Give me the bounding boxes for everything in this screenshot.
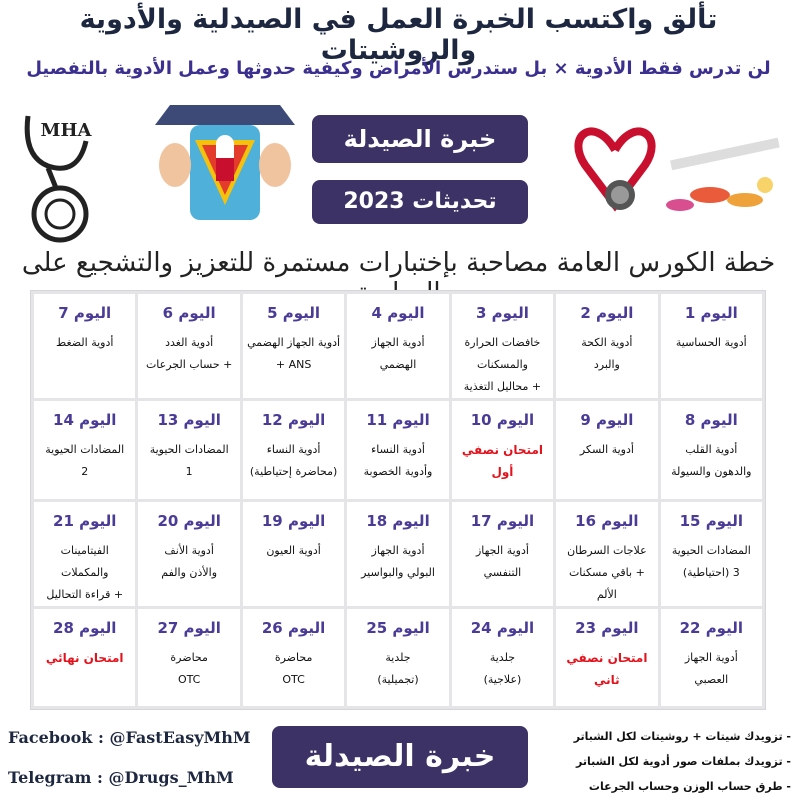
schedule-cell [243, 294, 344, 398]
topic-label: أدوية السكر [579, 443, 634, 456]
schedule-cell [34, 401, 135, 499]
day-label: اليوم 16 [575, 511, 639, 530]
topic-label: أدوية القلب والدهون والسيولة [671, 443, 752, 478]
day-label: اليوم 22 [679, 618, 743, 637]
feature-item: - تزويدك شيتات + روشيتات لكل الشباتر [573, 730, 791, 743]
day-label: اليوم 27 [157, 618, 221, 637]
schedule-cell [138, 401, 239, 499]
day-label: اليوم 3 [475, 304, 529, 322]
schedule-cell [661, 401, 762, 499]
topic-label: المضادات الحيوية 2 [45, 443, 125, 478]
day-label: اليوم 17 [470, 511, 535, 530]
schedule-cell [347, 401, 448, 499]
schedule-cell [556, 502, 657, 606]
day-label: اليوم 5 [267, 304, 321, 322]
heart-stethoscope-icon [560, 95, 790, 225]
schedule-cell [34, 609, 135, 707]
schedule-cell [347, 294, 448, 398]
schedule-grid [30, 290, 766, 710]
schedule-cell [661, 294, 762, 398]
page-subtitle: لن تدرس فقط الأدوية × بل ستدرس الأمراض وكيفية حدوثها وعمل الأدوية بالتفصيل [26, 58, 771, 79]
topic-label: جلدية (علاجية) [483, 650, 522, 686]
topic-label: الفيتامينات والمكملات + قراءة التحاليل [46, 543, 124, 601]
day-label: اليوم 10 [470, 411, 535, 429]
day-label: اليوم 19 [261, 511, 326, 530]
day-label: اليوم 4 [371, 304, 425, 322]
topic-label: أدوية الكحة والبرد [581, 336, 633, 371]
course-plan-title: خطة الكورس العامة مصاحبة بإختبارات مستمرة للتعزيز والتشجيع على [21, 248, 776, 278]
schedule-cell [661, 609, 762, 707]
schedule-cell [452, 294, 553, 398]
day-label: اليوم 1 [684, 304, 738, 322]
schedule-cell [452, 502, 553, 606]
exam-label: امتحان نصفي ثاني [566, 650, 648, 687]
topic-label: أدوية الحساسية [675, 336, 747, 349]
superhero-pill-icon [150, 95, 300, 230]
topic-label: محاضرة OTC [170, 650, 208, 686]
schedule-cell [452, 401, 553, 499]
day-label: اليوم 6 [162, 304, 216, 322]
feature-item: - طرق حساب الوزن وحساب الجرعات [588, 780, 791, 793]
schedule-cell [34, 294, 135, 398]
day-label: اليوم 8 [684, 411, 738, 429]
topic-label: أدوية العيون [266, 543, 321, 557]
brand-badge: خبرة الصيدلة [312, 115, 528, 163]
day-label: اليوم 11 [366, 411, 430, 429]
schedule-cell [452, 609, 553, 707]
schedule-cell [556, 294, 657, 398]
schedule-cell [243, 401, 344, 499]
day-label: اليوم 24 [470, 618, 535, 637]
schedule-cell [34, 502, 135, 606]
topic-label: علاجات السرطان + باقي مسكنات الألم [567, 543, 647, 601]
topic-label: أدوية الجهاز الهضمي ANS + [247, 336, 341, 371]
exam-label: امتحان نصفي أول [461, 443, 543, 479]
feature-item: - تزويدك بملفات صور أدوية لكل الشباتر [576, 755, 791, 768]
topic-label: أدوية الجهاز العصبي [684, 650, 738, 686]
day-label: اليوم 2 [580, 304, 634, 322]
topic-label: المضادات الحيوية 3 (احتياطية) [671, 543, 751, 579]
day-label: اليوم 20 [157, 511, 221, 530]
topic-label: جلدية (تجميلية) [377, 650, 419, 686]
exam-label: امتحان نهائي [45, 650, 124, 665]
day-label: اليوم 13 [157, 411, 221, 429]
topic-label: أدوية الجهاز البولي والبواسير [361, 543, 435, 579]
schedule-cell [556, 401, 657, 499]
footer-brand-badge: خبرة الصيدلة [272, 726, 528, 788]
schedule-cell [138, 294, 239, 398]
logo-letters: MHA [40, 120, 92, 141]
topic-label: محاضرة OTC [274, 650, 313, 686]
day-label: اليوم 12 [261, 411, 326, 429]
topic-label: خافضات الحرارة والمسكنات + محاليل التغذية [463, 336, 542, 393]
day-label: اليوم 21 [53, 511, 117, 530]
schedule-cell [661, 502, 762, 606]
page-title: تألق واكتسب الخبرة العمل في الصيدلية والأدوية والروشيتات [79, 4, 718, 66]
schedule-cell [138, 609, 239, 707]
topic-label: أدوية الجهاز التنفسي [475, 543, 529, 579]
schedule-cell [347, 609, 448, 707]
schedule-cell [347, 502, 448, 606]
topic-label: أدوية الضغط [56, 336, 114, 349]
topic-label: أدوية النساء (محاضرة إحتياطية) [249, 443, 338, 478]
day-label: اليوم 25 [366, 618, 430, 637]
facebook-handle[interactable]: Facebook : @FastEasyMhM [8, 728, 251, 747]
schedule-cell [243, 609, 344, 707]
updates-badge: تحديثات 2023 [312, 180, 528, 224]
day-label: اليوم 23 [575, 618, 639, 637]
telegram-handle[interactable]: Telegram : @Drugs_MhM [8, 768, 234, 787]
stethoscope-logo-icon [8, 96, 118, 246]
topic-label: أدوية الجهاز الهضمي [371, 336, 425, 371]
schedule-cell [138, 502, 239, 606]
topic-label: أدوية الغدد + حساب الجرعات [145, 336, 233, 371]
day-label: اليوم 9 [580, 411, 634, 429]
day-label: اليوم 15 [679, 511, 743, 530]
day-label: اليوم 14 [53, 411, 117, 429]
day-label: اليوم 7 [58, 304, 112, 322]
topic-label: المضادات الحيوية 1 [149, 443, 229, 478]
day-label: اليوم 26 [261, 618, 326, 637]
day-label: اليوم 28 [53, 618, 117, 637]
day-label: اليوم 18 [366, 511, 430, 530]
topic-label: أدوية النساء وأدوية الخصوبة [363, 443, 433, 478]
schedule-cell [556, 609, 657, 707]
topic-label: أدوية الأنف والأذن والفم [161, 543, 218, 579]
schedule-cell [243, 502, 344, 606]
